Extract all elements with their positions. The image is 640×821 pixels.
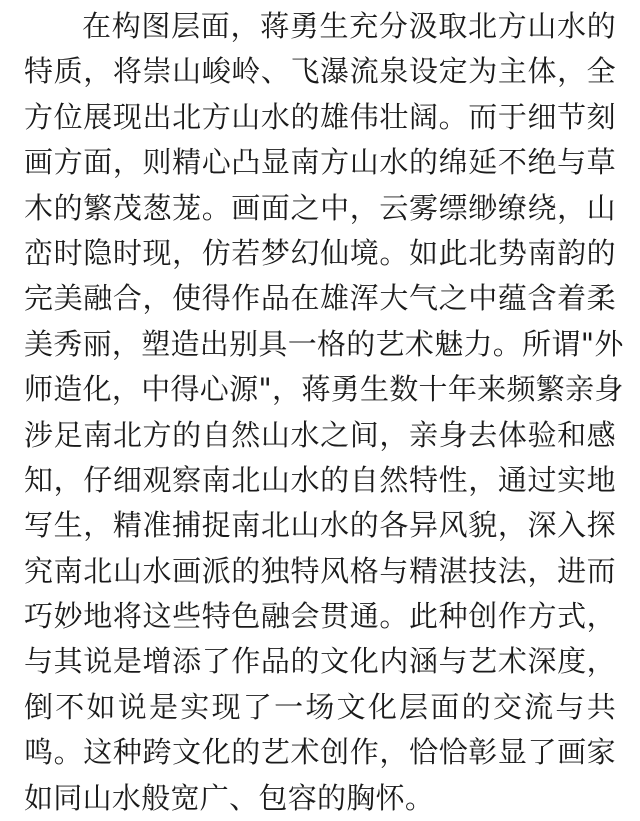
text-line: 巧妙地将这些特色融会贯通。此种创作方式， [24, 599, 616, 634]
text-line: 木的繁茂葱茏。画面之中，云雾缥缈缭绕，山 [24, 190, 616, 225]
text-line: 峦时隐时现，仿若梦幻仙境。如此北势南韵的 [24, 235, 616, 270]
text-line: 完美融合，使得作品在雄浑大气之中蕴含着柔 [24, 281, 616, 316]
text-line: 涉足南北方的自然山水之间，亲身去体验和感 [24, 417, 616, 452]
text-line: 倒不如说是实现了一场文化层面的交流与共 [24, 689, 616, 724]
text-line: 在构图层面，蒋勇生充分汲取北方山水的 [82, 9, 616, 43]
text-line: 鸣。这种跨文化的艺术创作，恰恰彰显了画家 [24, 735, 616, 770]
text-line: 知，仔细观察南北山水的自然特性，通过实地 [24, 462, 616, 497]
text-line: 如同山水般宽广、包容的胸怀。 [24, 780, 435, 815]
article-paragraph [24, 4, 624, 821]
text-line: 究南北山水画派的独特风格与精湛技法，进而 [24, 553, 616, 588]
text-line: 师造化，中得心源"，蒋勇生数十年来频繁亲身 [24, 372, 624, 407]
text-line: 美秀丽，塑造出别具一格的艺术魅力。所谓"外 [24, 326, 624, 361]
text-line: 方位展现出北方山水的雄伟壮阔。而于细节刻 [24, 99, 616, 134]
text-line: 特质，将崇山峻岭、飞瀑流泉设定为主体，全 [24, 54, 616, 89]
text-line: 写生，精准捕捉南北山水的各异风貌，深入探 [24, 508, 616, 543]
text-line: 画方面，则精心凸显南方山水的绵延不绝与草 [24, 145, 616, 180]
text-line: 与其说是增添了作品的文化内涵与艺术深度， [24, 644, 616, 679]
